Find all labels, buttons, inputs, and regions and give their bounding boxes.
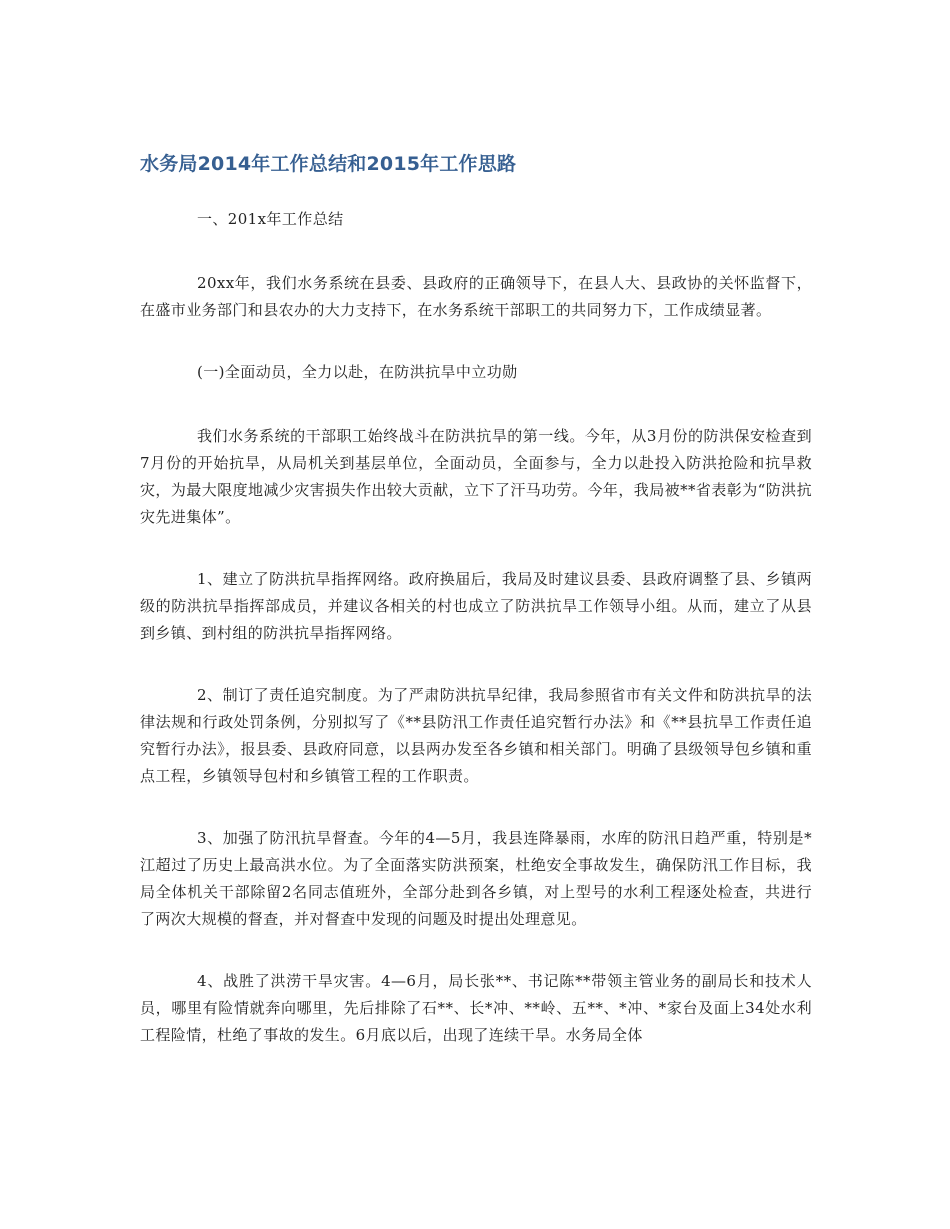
paragraph-intro: 20xx年，我们水务系统在县委、县政府的正确领导下，在县人大、县政协的关怀监督下，在盛市业务部门和县农办的大力支持下，在水务系统干部职工的共同努力下，工作成绩显著。: [140, 274, 812, 319]
document-title: 水务局2014年工作总结和2015年工作思路: [140, 153, 517, 175]
paragraph-item-4: 4、战胜了洪涝干旱灾害。4—6月，局长张**、书记陈**带领主管业务的副局长和技术人员，哪里有险情就奔向哪里，先后排除了石**、长*冲、**岭、五**、*冲、*家台及面上34处水利工程险情，杜绝了事故的发生。6月底以后，出现了连续干旱。水务局全体: [140, 972, 812, 1044]
subsection-heading: (一)全面动员，全力以赴，在防洪抗旱中立功勋: [197, 363, 518, 381]
document-page: [140, 150, 812, 1084]
paragraph-item-1: 1、建立了防洪抗旱指挥网络。政府换届后，我局及时建议县委、县政府调整了县、乡镇两级的防洪抗旱指挥部成员，并建议各相关的村也成立了防洪抗旱工作领导小组。从而，建立了从县到乡镇、到村组的防洪抗旱指挥网络。: [140, 570, 812, 642]
paragraph-item-3: 3、加强了防汛抗旱督查。今年的4—5月，我县连降暴雨，水库的防汛日趋严重，特别是*江超过了历史上最高洪水位。为了全面落实防洪预案，杜绝安全事故发生，确保防汛工作目标，我局全体机关干部除留2名同志值班外，全部分赴到各乡镇，对上型号的水利工程逐处检查，共进行了两次大规模的督查，并对督查中发现的问题及时提出处理意见。: [140, 829, 812, 928]
section-heading: 一、201x年工作总结: [197, 210, 344, 228]
paragraph-flood-control: 我们水务系统的干部职工始终战斗在防洪抗旱的第一线。今年，从3月份的防洪保安检查到7月份的开始抗旱，从局机关到基层单位，全面动员，全面参与，全力以赴投入防洪抢险和抗旱救灾，为最大限度地减少灾害损失作出较大贡献，立下了汗马功劳。今年，我局被**省表彰为“防洪抗灾先进集体”。: [140, 427, 812, 526]
paragraph-item-2: 2、制订了责任追究制度。为了严肃防洪抗旱纪律，我局参照省市有关文件和防洪抗旱的法律法规和行政处罚条例，分别拟写了《**县防汛工作责任追究暂行办法》和《**县抗旱工作责任追究暂行办法》，报县委、县政府同意，以县两办发至各乡镇和相关部门。明确了县级领导包乡镇和重点工程，乡镇领导包村和乡镇管工程的工作职责。: [140, 686, 812, 785]
